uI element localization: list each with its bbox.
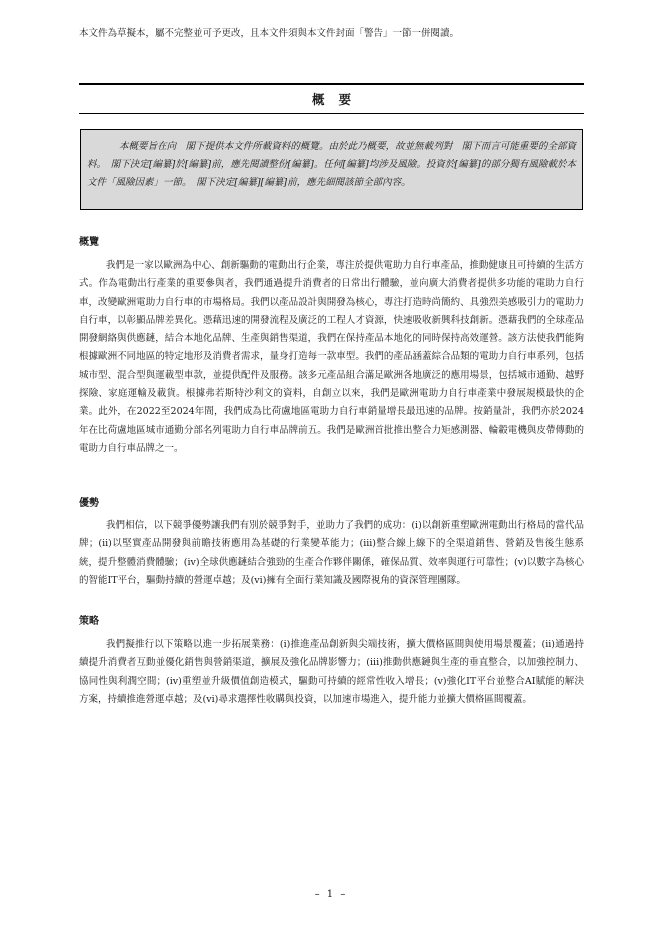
draft-warning-header: 本文件為草擬本，屬不完整並可予更改，且本文件須與本文件封面「警告」一節一併閱讀。	[79, 28, 460, 39]
strengths-heading: 優勢	[79, 498, 99, 509]
overview-heading: 概覽	[79, 237, 99, 248]
strengths-paragraph: 我們相信，以下競爭優勢讓我們有別於競爭對手，並助力了我們的成功：(i)以創新重塑歐洲電動出行格局的當代品牌；(ii)以堅實產品開發與前瞻技術應用為基礎的行業變革能力；(iii)整合線上線下的全渠道銷售、營銷及售後生態系統，提升整體消費體驗；(iv)全球供應鏈結合強勁的生產合作夥伴關係，確保品質、效率與運行可靠性；(v)以數字為核心的智能IT平台，驅動持續的營運卓越；及(vi)擁有全面行業知識及國際視角的資深管理團隊。	[79, 520, 584, 586]
strategy-heading: 策略	[79, 616, 99, 627]
overview-paragraph: 我們是一家以歐洲為中心、創新驅動的電動出行企業，專注於提供電助力自行車產品，推動健康且可持續的生活方式。作為電動出行產業的重要參與者，我們通過提升消費者的日常出行體驗，並向廣大消費者提供多功能的電助力自行車，改變歐洲電助力自行車的市場格局。我們以產品設計與開發為核心，專注打造時尚簡約、具強烈美感吸引力的電助力自行車，以彰顯品牌差異化。憑藉迅速的開發流程及廣泛的工程人才資源，快速吸收新興科技創新。憑藉我們的全球產品開發網絡與供應鏈，結合本地化品牌、生產與銷售渠道，我們在保持產品本地化的同時保持高效運營。該方法使我們能夠根據歐洲不同地區的特定地形及消費者需求，量身打造每一款車型。我們的產品涵蓋綜合品類的電助力自行車系列，包括城市型、混合型與運載型車款，並提供配件及服務。該多元產品組合滿足歐洲各地廣泛的應用場景，包括城市通勤、越野探險、家庭運輸及載貨。根據弗若斯特沙利文的資料，自創立以來，我們是歐洲電助力自行車產業中發展規模最快的企業。此外，在2022至2024年間，我們成為比荷盧地區電助力自行車銷量增長最迅速的品牌。按銷量計，我們亦於2024年在比荷盧地區城市通勤分部名列電助力自行車品牌前五。我們是歐洲首批推出整合力矩感測器、輪轂電機與皮帶傳動的電助力自行車品牌之一。	[79, 260, 584, 454]
title-bottom-rule	[79, 113, 584, 114]
title-top-rule	[79, 83, 584, 85]
summary-notice-box: 本概要旨在向 閣下提供本文件所載資料的概覽。由於此乃概要，故並無載列對 閣下而言可能重要的全部資料。 閣下決定[編纂]於[編纂]前，應先閱讀整份[編纂]。任何[編纂]均涉及風險。投資於[編纂]的部分獨有風險載於本文件「風險因素」一節。 閣下決定[編纂][編纂]前，應先細閱該節全部內容。	[80, 129, 583, 210]
page-number: – 1 –	[314, 889, 348, 900]
strategy-paragraph: 我們擬推行以下策略以進一步拓展業務：(i)推進產品創新與尖端技術，擴大價格區間與使用場景覆蓋；(ii)通過持續提升消費者互動並優化銷售與營銷渠道，擴展及強化品牌影響力；(iii)推動供應鏈與生產的垂直整合，以加強控制力、協同性與利潤空間；(iv)重塑並升級價值創造模式，驅動可持續的經常性收入增長；(v)強化IT平台並整合AI賦能的解決方案，持續推進營運卓越；及(vi)尋求選擇性收購與投資，以加速市場進入，提升能力並擴大價格區間覆蓋。	[79, 639, 584, 705]
section-title: 概要	[311, 92, 365, 107]
